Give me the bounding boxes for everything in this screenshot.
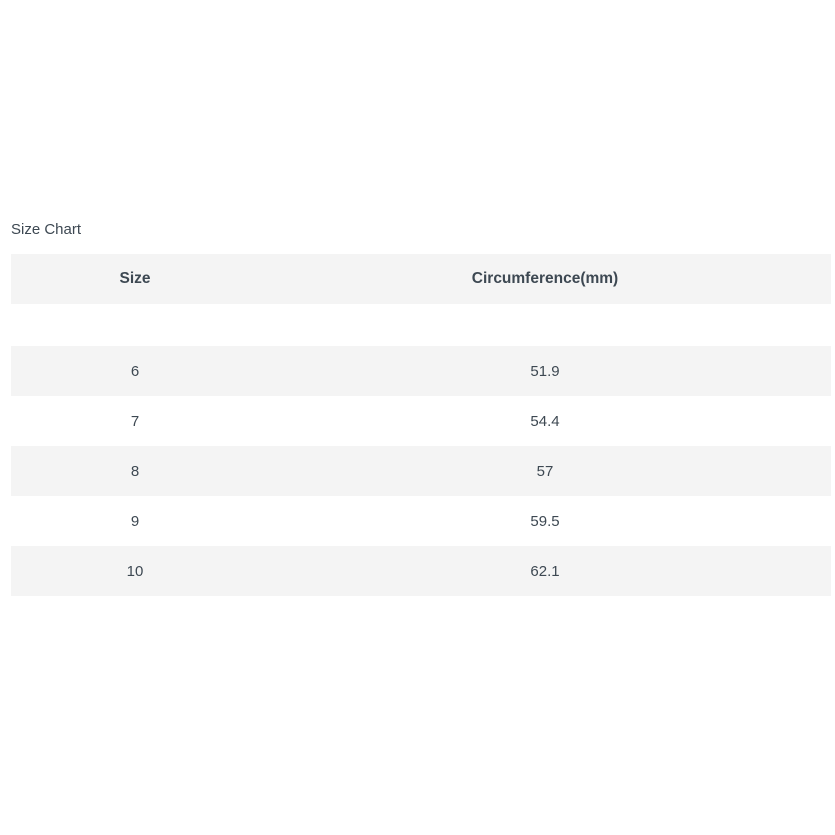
spacer-cell-left [11,304,259,346]
table-row [11,496,831,546]
cell-circumference: 59.5 [530,512,560,530]
cell-size: 9 [130,512,140,530]
table-spacer-row [11,304,831,346]
table-header-row [11,254,831,304]
column-header-size: Size [119,270,151,287]
cell-circumference: 51.9 [530,362,560,380]
table-row [11,546,831,596]
table-row [11,346,831,396]
cell-circumference: 54.4 [530,412,560,430]
cell-size: 6 [130,362,140,380]
spacer-cell-right [259,304,831,346]
cell-circumference: 62.1 [530,562,560,580]
cell-size: 8 [130,462,140,480]
table-row [11,396,831,446]
table-row [11,446,831,496]
page-title: Size Chart [11,221,82,238]
size-chart-table [11,254,831,596]
cell-size: 10 [126,562,144,580]
column-header-circumference: Circumference(mm) [471,270,619,287]
table-body [11,304,831,596]
cell-size: 7 [130,412,140,430]
size-chart-section [0,220,835,596]
table-header [11,254,831,304]
cell-circumference: 57 [536,462,554,480]
